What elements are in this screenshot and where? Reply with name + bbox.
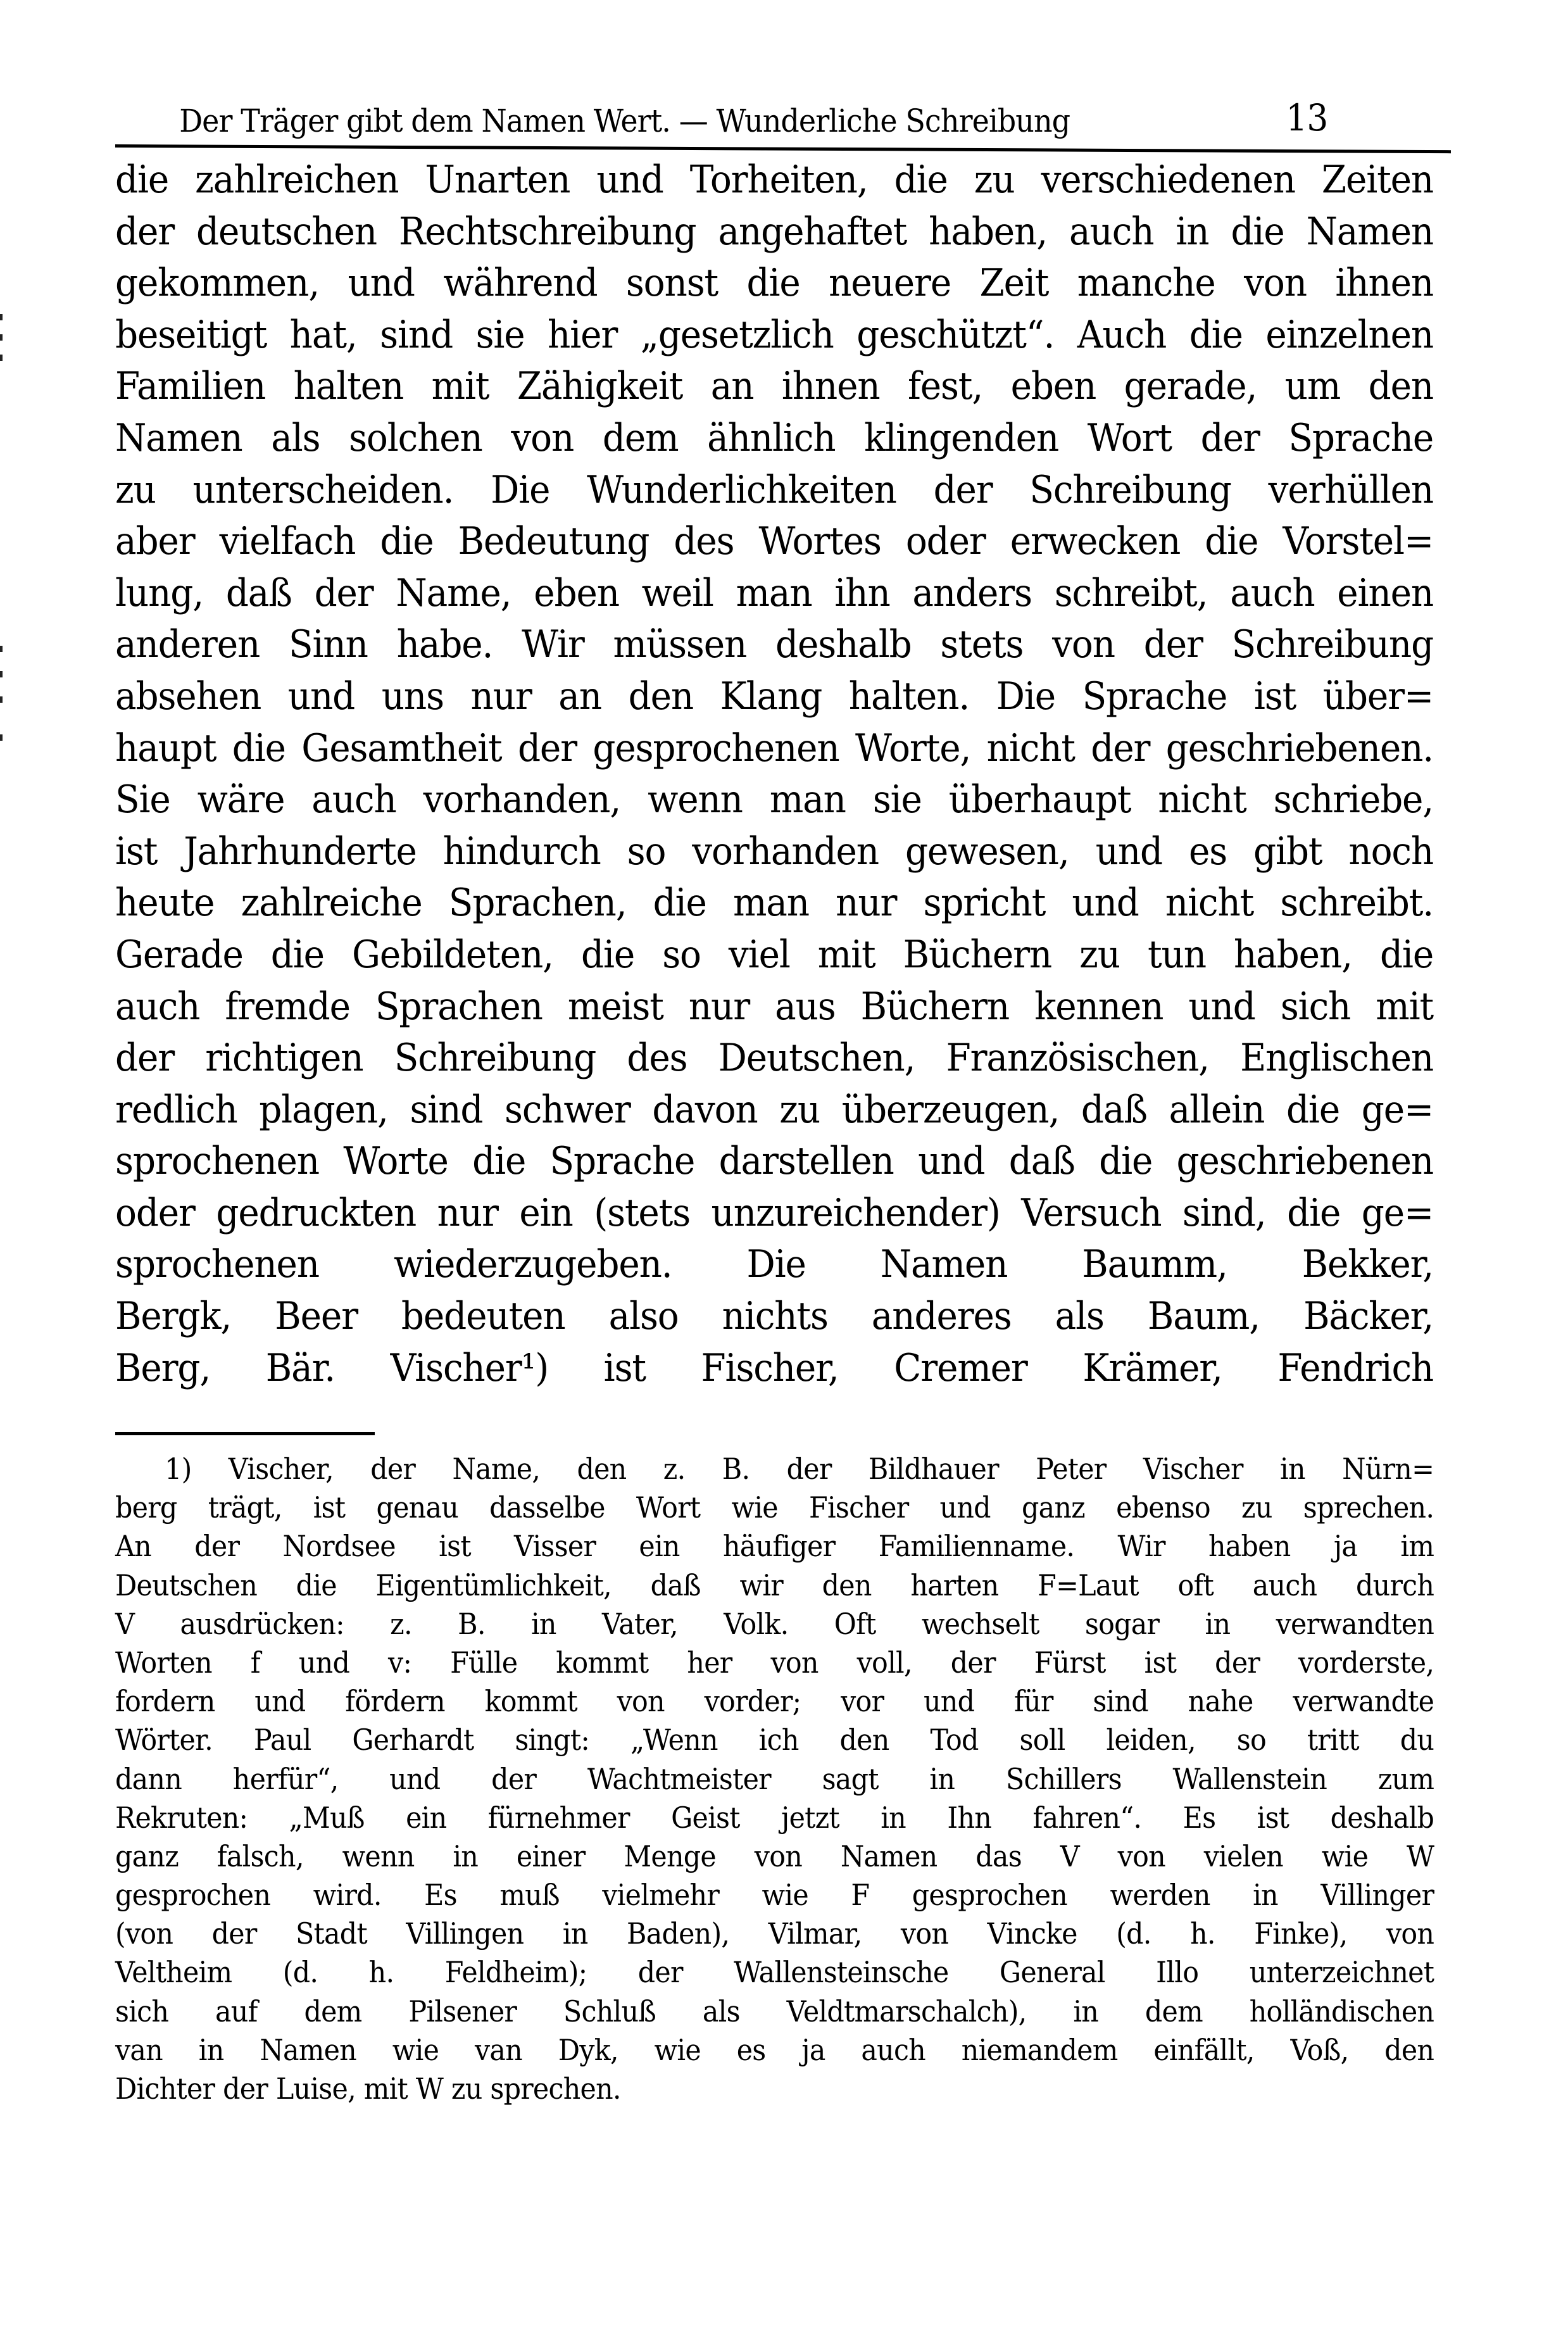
body-line: beseitigt hat, sind sie hier „gesetzlich geschützt“. Auch die einzelnen (115, 312, 1434, 357)
margin-mark (0, 314, 3, 320)
footnote-line: (von der Stadt Villingen in Baden), Vilmar, von Vincke (d. h. Finke), von (115, 1916, 1434, 1951)
body-line: gekommen, und während sonst die neuere Zeit manche von ihnen (115, 261, 1434, 306)
body-line: der richtigen Schreibung des Deutschen, Französischen, Englischen (115, 1036, 1434, 1081)
footnote-line: V ausdrücken: z. B. in Vater, Volk. Oft wechselt sogar in verwandten (115, 1606, 1434, 1641)
page-number: 13 (1286, 96, 1328, 139)
body-line: oder gedruckten nur ein (stets unzureichender) Versuch sind, die ge= (115, 1190, 1434, 1235)
margin-mark (0, 734, 3, 741)
running-head-title: Der Träger gibt dem Namen Wert. — Wunderliche Schreibung (179, 103, 1070, 139)
body-line: auch fremde Sprachen meist nur aus Büchern kennen und sich mit (115, 984, 1434, 1029)
footnote-line: Dichter der Luise, mit W zu sprechen. (115, 2072, 621, 2106)
body-line: absehen und uns nur an den Klang halten. Die Sprache ist über= (115, 674, 1434, 719)
margin-mark (0, 696, 3, 703)
footnote-line: 1) Vischer, der Name, den z. B. der Bildhauer Peter Vischer in Nürn= (165, 1452, 1434, 1486)
body-line: sprochenen wiederzugeben. Die Namen Baumm, Bekker, (115, 1242, 1434, 1287)
body-line: Bergk, Beer bedeuten also nichts anderes als Baum, Bäcker, (115, 1294, 1434, 1339)
footnote-line: Veltheim (d. h. Feldheim); der Wallensteinsche General Illo unterzeichnet (115, 1955, 1434, 1990)
footnote-line: dann herfür“, und der Wachtmeister sagt in Schillers Wallenstein zum (115, 1761, 1434, 1796)
body-text (115, 154, 1433, 1394)
body-line: Berg, Bär. Vischer¹) ist Fischer, Cremer Krämer, Fendrich (115, 1345, 1434, 1390)
footnote-line: Worten f und v: Fülle kommt her von voll, der Fürst ist der vorderste, (115, 1645, 1434, 1680)
margin-mark (0, 334, 3, 341)
margin-mark (0, 646, 3, 652)
body-line: Gerade die Gebildeten, die so viel mit Büchern zu tun haben, die (115, 932, 1434, 977)
footnote-line: An der Nordsee ist Visser ein häufiger Familienname. Wir haben ja im (115, 1529, 1434, 1564)
footnote (115, 1450, 1433, 2108)
header-rule (115, 144, 1451, 153)
body-line: haupt die Gesamtheit der gesprochenen Worte, nicht der geschriebenen. (115, 726, 1434, 770)
body-line: Namen als solchen von dem ähnlich klingenden Wort der Sprache (115, 415, 1434, 460)
body-line: die zahlreichen Unarten und Torheiten, die zu verschiedenen Zeiten (115, 158, 1434, 202)
body-line: anderen Sinn habe. Wir müssen deshalb stets von der Schreibung (115, 622, 1434, 667)
body-line: Familien halten mit Zähigkeit an ihnen fest, eben gerade, um den (115, 364, 1434, 409)
margin-mark (0, 355, 3, 361)
margin-mark (0, 671, 3, 677)
footnote-line: van in Namen wie van Dyk, wie es ja auch niemandem einfällt, Voß, den (115, 2032, 1434, 2067)
footnote-line: Rekruten: „Muß ein fürnehmer Geist jetzt in Ihn fahren“. Es ist deshalb (115, 1800, 1434, 1835)
footnote-line: Deutschen die Eigentümlichkeit, daß wir den harten F=Laut oft auch durch (115, 1568, 1434, 1602)
footnote-line: Wörter. Paul Gerhardt singt: „Wenn ich den Tod soll leiden, so tritt du (115, 1723, 1434, 1758)
running-head (115, 89, 1327, 139)
body-line: Sie wäre auch vorhanden, wenn man sie überhaupt nicht schriebe, (115, 777, 1434, 822)
body-line: der deutschen Rechtschreibung angehaftet haben, auch in die Namen (115, 209, 1434, 254)
footnote-line: gesprochen wird. Es muß vielmehr wie F gesprochen werden in Villinger (115, 1878, 1434, 1913)
body-line: sprochenen Worte die Sprache darstellen und daß die geschriebenen (115, 1139, 1434, 1184)
body-line: aber vielfach die Bedeutung des Wortes oder erwecken die Vorstel= (115, 519, 1434, 564)
footnote-line: berg trägt, ist genau dasselbe Wort wie Fischer und ganz ebenso zu sprechen. (115, 1490, 1434, 1525)
footnote-line: ganz falsch, wenn in einer Menge von Namen das V von vielen wie W (115, 1839, 1434, 1873)
footnote-line: fordern und fördern kommt von vorder; vor und für sind nahe verwandte (115, 1684, 1434, 1719)
footnote-line: sich auf dem Pilsener Schluß als Veldtmarschalch), in dem holländischen (115, 1994, 1434, 2028)
body-line: zu unterscheiden. Die Wunderlichkeiten der Schreibung verhüllen (115, 467, 1434, 512)
footnote-rule (115, 1432, 375, 1435)
body-line: lung, daß der Name, eben weil man ihn anders schreibt, auch einen (115, 570, 1434, 615)
body-line: ist Jahrhunderte hindurch so vorhanden gewesen, und es gibt noch (115, 829, 1434, 874)
body-line: heute zahlreiche Sprachen, die man nur spricht und nicht schreibt. (115, 881, 1434, 926)
body-line: redlich plagen, sind schwer davon zu überzeugen, daß allein die ge= (115, 1087, 1434, 1132)
